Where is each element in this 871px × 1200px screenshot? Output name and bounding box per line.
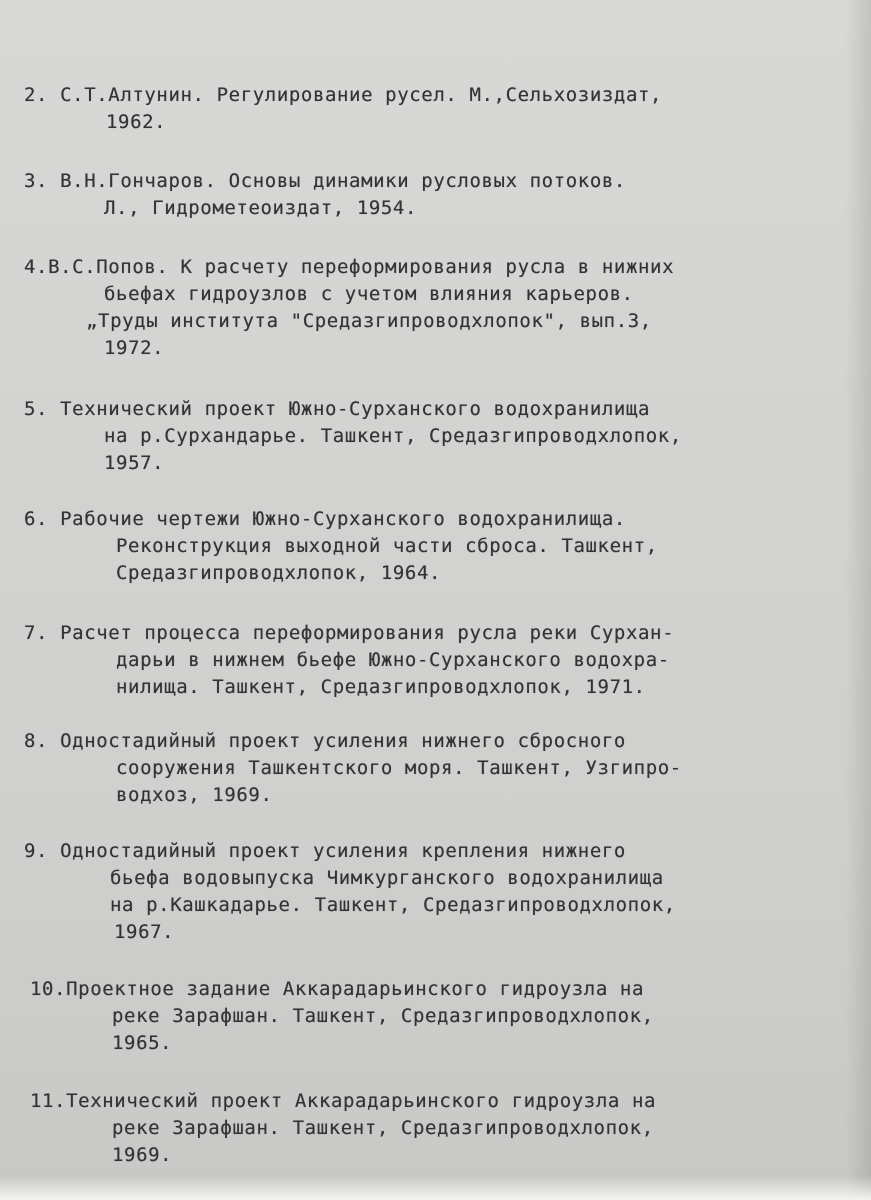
reference-line: бьефах гидроузлов с учетом влияния карьеров. [104,283,634,305]
reference-number: 3. [24,170,49,192]
reference-line: бьефа водовыпуска Чимкурганского водохранилища [110,867,664,889]
reference-entry-10 [30,976,654,1057]
reference-line [24,254,674,281]
reference-line: 1962. [106,111,167,133]
reference-line: нилища. Ташкент, Средазгипроводхлопок, 1971. [116,676,646,698]
reference-line [24,396,682,423]
reference-text: Технический проект Южно-Сурханского водохранилища [60,398,651,420]
reference-text: В.С.Попов. К расчету переформирования русла в нижних [48,256,675,278]
reference-line [24,82,662,109]
reference-line [24,728,682,755]
reference-line: Реконструкция выходной части сброса. Ташкент, [116,535,658,557]
reference-line: на р.Кашкадарье. Ташкент, Средазгипроводхлопок, [110,894,676,916]
reference-line [30,976,654,1003]
reference-line [24,620,674,647]
reference-line [24,506,658,533]
reference-text: Одностадийный проект усиления крепления нижнего [60,840,626,862]
reference-line: 1972. [104,337,165,359]
reference-text: Рабочие чертежи Южно-Сурханского водохранилища. [60,508,626,530]
reference-text: Проектное задание Аккарадарьинского гидроузла на [66,978,644,1000]
reference-line: 1969. [112,1144,173,1166]
reference-entry-2 [24,82,662,136]
reference-entry-4 [24,254,674,362]
reference-entry-11 [30,1088,656,1169]
reference-line: реке Зарафшан. Ташкент, Средазгипроводхлопок, [112,1117,654,1139]
reference-line [30,1088,656,1115]
reference-line: 1957. [104,452,165,474]
reference-text: Одностадийный проект усиления нижнего сбросного [60,730,626,752]
reference-line [24,838,676,865]
reference-line: реке Зарафшан. Ташкент, Средазгипроводхлопок, [112,1005,654,1027]
reference-number: 8. [24,730,49,752]
reference-line: 1965. [112,1032,173,1054]
reference-line: 1967. [114,921,175,943]
reference-line: сооружения Ташкентского моря. Ташкент, Узгипро- [116,757,682,779]
reference-number: 9. [24,840,49,862]
reference-entry-8 [24,728,682,809]
reference-number: 7. [24,622,49,644]
reference-line: водхоз, 1969. [116,784,273,806]
reference-entry-3 [24,168,626,222]
reference-entry-6 [24,506,658,587]
reference-number: 2. [24,84,49,106]
reference-number: 10. [30,978,67,1000]
reference-line: Средазгипроводхлопок, 1964. [116,562,442,584]
reference-line [24,168,626,195]
reference-text: С.Т.Алтунин. Регулирование русел. М.,Сельхозиздат, [60,84,663,106]
reference-text: Технический проект Аккарадарьинского гидроузла на [66,1090,657,1112]
reference-text: Расчет процесса переформирования русла реки Сурхан- [60,622,675,644]
reference-entry-9 [24,838,676,946]
reference-number: 5. [24,398,49,420]
reference-number: 6. [24,508,49,530]
reference-line: „Труды института "Средазгипроводхлопок", вып.3, [86,310,652,332]
reference-line: на р.Сурхандарье. Ташкент, Средазгипроводхлопок, [104,425,682,447]
reference-number: 4. [24,256,49,278]
reference-text: В.Н.Гончаров. Основы динамики русловых потоков. [60,170,626,192]
reference-number: 11. [30,1090,67,1112]
reference-line: Л., Гидрометеоиздат, 1954. [104,197,418,219]
reference-entry-5 [24,396,682,477]
reference-line: дарьи в нижнем бьефе Южно-Сурханского водохра- [116,649,670,671]
reference-entry-7 [24,620,674,701]
